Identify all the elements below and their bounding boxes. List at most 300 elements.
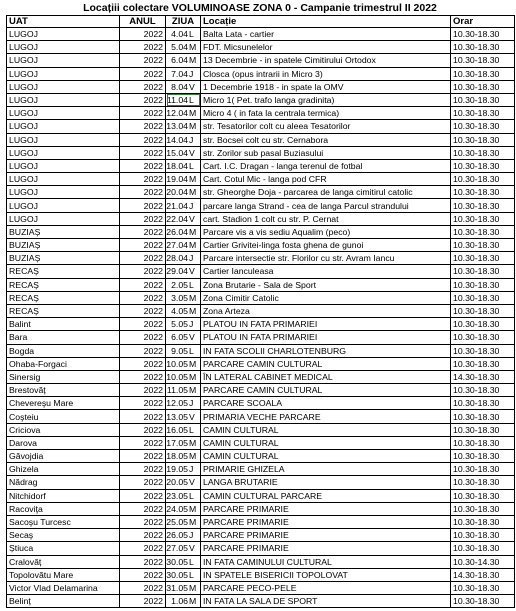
cell-anul[interactable]: 2022 [120,225,166,238]
cell-uat[interactable]: Sinersig [7,370,120,383]
cell-ziua[interactable] [166,107,201,120]
cell-ziua[interactable] [166,225,201,238]
header-uat[interactable]: UAT [7,16,120,28]
cell-orar[interactable]: 10.30-18.30 [451,318,515,331]
cell-ziua[interactable] [166,595,201,608]
cell-ziua[interactable] [166,265,201,278]
cell-locatie[interactable]: Zona Brutarie - Sala de Sport [201,278,451,291]
cell-locatie[interactable]: Micro 4 ( in fata la centrala termica) [201,107,451,120]
cell-ziua-day: V [189,543,195,554]
cell-uat[interactable]: LUGOJ [7,212,120,225]
cell-ziua[interactable] [166,370,201,383]
cell-anul[interactable]: 2022 [120,186,166,199]
cell-ziua-date: 17.05 [166,437,188,448]
cell-ziua-date: 26.04 [166,226,188,237]
cell-ziua-day: J [189,253,194,264]
cell-uat[interactable]: LUGOJ [7,107,120,120]
cell-orar[interactable]: 10.30-18.30 [451,384,515,397]
cell-ziua[interactable] [166,133,201,146]
cell-uat[interactable]: Victor Vlad Delamarina [7,581,120,594]
cell-uat[interactable]: Bara [7,331,120,344]
cell-locatie[interactable]: IN SPATELE BISERICII TOPOLOVAT [201,568,451,581]
cell-uat[interactable]: LUGOJ [7,199,120,212]
cell-ziua-date: 5.04 [171,42,188,53]
cell-anul[interactable]: 2022 [120,318,166,331]
cell-locatie[interactable]: LANGA BRUTARIE [201,476,451,489]
cell-uat[interactable]: Chevereşu Mare [7,397,120,410]
cell-uat[interactable]: Balint [7,318,120,331]
table-row [7,186,515,199]
cell-ziua[interactable] [166,120,201,133]
cell-locatie[interactable]: CAMIN CULTURAL PARCARE [201,489,451,502]
cell-ziua[interactable] [166,410,201,423]
cell-ziua-date: 28.04 [166,253,188,264]
cell-ziua[interactable] [166,502,201,515]
cell-ziua-date: 16.05 [166,424,188,435]
cell-ziua[interactable] [166,344,201,357]
cell-ziua-day: J [189,319,194,330]
cell-uat[interactable]: Nădrag [7,476,120,489]
cell-orar[interactable]: 10.30-18.30 [451,436,515,449]
cell-locatie[interactable]: 13 Decembrie - in spatele Cimitirului Ortodox [201,54,451,67]
cell-anul[interactable]: 2022 [120,357,166,370]
cell-ziua-day: M [189,582,197,593]
cell-ziua[interactable] [166,239,201,252]
cell-ziua-date: 11.04 [166,95,188,106]
cell-orar[interactable]: 10.30-18.30 [451,93,515,106]
cell-anul[interactable]: 2022 [120,67,166,80]
cell-ziua[interactable] [166,397,201,410]
cell-ziua[interactable] [166,41,201,54]
cell-anul[interactable]: 2022 [120,239,166,252]
cell-anul[interactable]: 2022 [120,515,166,528]
cell-orar[interactable]: 10.30-18.30 [451,463,515,476]
cell-anul[interactable]: 2022 [120,173,166,186]
cell-locatie[interactable]: PARCARE PRIMARIE [201,542,451,555]
cell-anul[interactable]: 2022 [120,502,166,515]
cell-orar[interactable]: 10.30-18.30 [451,265,515,278]
table-row [7,93,515,106]
cell-orar[interactable]: 10.30-18.30 [451,159,515,172]
cell-orar[interactable]: 10.30-18.30 [451,291,515,304]
cell-orar[interactable]: 10.30-18.30 [451,502,515,515]
cell-ziua-date: 15.04 [166,147,188,158]
cell-anul[interactable]: 2022 [120,463,166,476]
cell-orar[interactable]: 10.30-18.30 [451,41,515,54]
cell-ziua-day: M [189,371,197,382]
cell-locatie[interactable]: str. Tesatorilor colt cu aleea Tesatorilor [201,120,451,133]
cell-ziua-day: M [189,358,197,369]
cell-orar[interactable]: 10.30-18.30 [451,133,515,146]
cell-anul[interactable]: 2022 [120,28,166,41]
cell-locatie[interactable]: PARCARE PECO-PELE [201,581,451,594]
cell-anul[interactable]: 2022 [120,159,166,172]
cell-anul[interactable]: 2022 [120,80,166,93]
cell-ziua[interactable] [166,384,201,397]
cell-uat[interactable]: LUGOJ [7,146,120,159]
cell-anul[interactable]: 2022 [120,54,166,67]
cell-ziua-date: 23.05 [166,490,188,501]
cell-anul[interactable]: 2022 [120,370,166,383]
cell-ziua[interactable] [166,199,201,212]
table-row [7,515,515,528]
cell-uat[interactable]: Brestovăț [7,384,120,397]
cell-ziua[interactable] [166,476,201,489]
cell-orar[interactable]: 10.30-18.30 [451,581,515,594]
table-row [7,318,515,331]
table-row [7,80,515,93]
cell-orar[interactable]: 10.30-18.30 [451,397,515,410]
cell-locatie[interactable]: Parcare intersectie str. Florilor cu str. Avram Iancu [201,252,451,265]
cell-locatie[interactable]: Micro 1( Pet. trafo langa gradinita) [201,93,451,106]
cell-uat[interactable]: Ohaba-Forgaci [7,357,120,370]
cell-locatie[interactable]: IN FATA LA SALA DE SPORT [201,595,451,608]
table-row [7,344,515,357]
cell-uat[interactable]: RECAȘ [7,265,120,278]
sheet-title: Locațiii colectare VOLUMINOASE ZONA 0 - Campanie trimestrul II 2022 [83,2,437,14]
cell-ziua-day: L [189,490,194,501]
header-anul[interactable]: ANUL [120,16,166,28]
cell-locatie[interactable]: cart. Stadion 1 colt cu str. P. Cernat [201,212,451,225]
cell-locatie[interactable]: Closca (opus intrarii in Micro 3) [201,67,451,80]
cell-locatie[interactable]: str. Gheorghe Doja - parcarea de langa cimitirul catolic [201,186,451,199]
cell-orar[interactable]: 14.30-18.30 [451,568,515,581]
cell-uat[interactable]: BUZIAȘ [7,239,120,252]
cell-orar[interactable]: 10.30-18.30 [451,542,515,555]
cell-uat[interactable]: Topolovătu Mare [7,568,120,581]
cell-uat[interactable]: LUGOJ [7,173,120,186]
cell-orar[interactable]: 10.30-18.30 [451,212,515,225]
cell-anul[interactable]: 2022 [120,436,166,449]
cell-ziua-date: 19.05 [166,464,188,475]
cell-ziua[interactable] [166,318,201,331]
cell-ziua[interactable] [166,423,201,436]
cell-orar[interactable]: 10.30-18.30 [451,199,515,212]
cell-ziua[interactable] [166,357,201,370]
table-row [7,542,515,555]
cell-ziua[interactable] [166,54,201,67]
cell-locatie[interactable]: CAMIN CULTURAL [201,423,451,436]
cell-locatie[interactable]: PARCARE CAMIN CULTURAL [201,384,451,397]
cell-ziua-day: M [189,174,197,185]
cell-uat[interactable]: Darova [7,436,120,449]
cell-locatie[interactable]: Cart. I.C. Dragan - langa terenul de fotbal [201,159,451,172]
cell-ziua-day: L [189,345,194,356]
cell-uat[interactable]: LUGOJ [7,186,120,199]
cell-uat[interactable]: Coşteiu [7,410,120,423]
cell-orar[interactable]: 10.30-18.30 [451,28,515,41]
cell-uat[interactable]: Secaş [7,529,120,542]
cell-anul[interactable]: 2022 [120,344,166,357]
cell-orar[interactable]: 10.30-18.30 [451,278,515,291]
cell-orar[interactable]: 10.30-18.30 [451,529,515,542]
cell-orar[interactable]: 10.30-18.30 [451,173,515,186]
cell-ziua-date: 20.05 [166,477,188,488]
cell-ziua-day: J [189,134,194,145]
cell-ziua[interactable] [166,450,201,463]
cell-ziua-date: 1.06 [171,596,188,607]
cell-locatie[interactable]: str. Zorilor sub pasal Buziasului [201,146,451,159]
cell-locatie[interactable]: PARCARE CAMIN CULTURAL [201,357,451,370]
header-row [7,16,515,28]
cell-ziua[interactable] [166,463,201,476]
table-row [7,278,515,291]
cell-ziua-day: J [189,464,194,475]
cell-orar[interactable]: 10.30-18.30 [451,146,515,159]
table-row [7,252,515,265]
cell-locatie[interactable]: PARCARE SCOALA [201,397,451,410]
table-row [7,568,515,581]
cell-ziua-date: 18.05 [166,451,188,462]
cell-ziua[interactable] [166,80,201,93]
cell-ziua[interactable] [166,67,201,80]
cell-locatie[interactable]: CAMIN CULTURAL [201,436,451,449]
cell-locatie[interactable]: Cartier Grivitei-linga fosta ghena de gunoi [201,239,451,252]
cell-anul[interactable]: 2022 [120,595,166,608]
cell-ziua[interactable] [166,28,201,41]
cell-orar[interactable]: 14.30-18.30 [451,370,515,383]
cell-orar[interactable]: 10.30-18.30 [451,515,515,528]
cell-ziua-date: 3.05 [171,292,188,303]
cell-orar[interactable]: 10.30-18.30 [451,107,515,120]
cell-orar[interactable]: 10.30-14.30 [451,555,515,568]
header-orar[interactable]: Orar [451,16,515,28]
cell-uat[interactable]: Bogda [7,344,120,357]
cell-ziua-day: J [189,398,194,409]
cell-anul[interactable]: 2022 [120,120,166,133]
cell-anul[interactable]: 2022 [120,476,166,489]
cell-anul[interactable]: 2022 [120,199,166,212]
schedule-table [6,15,515,608]
cell-locatie[interactable]: Balta Lata - cartier [201,28,451,41]
cell-anul[interactable]: 2022 [120,252,166,265]
cell-ziua[interactable] [166,568,201,581]
cell-uat[interactable]: Belinț [7,595,120,608]
table-row [7,370,515,383]
cell-ziua[interactable] [166,186,201,199]
cell-anul[interactable]: 2022 [120,93,166,106]
cell-orar[interactable]: 10.30-18.30 [451,239,515,252]
cell-locatie[interactable]: 1 Decembrie 1918 - in spate la OMV [201,80,451,93]
cell-anul[interactable]: 2022 [120,41,166,54]
cell-orar[interactable]: 10.30-18.30 [451,357,515,370]
cell-ziua[interactable] [166,252,201,265]
cell-ziua-day: M [189,108,197,119]
cell-ziua-date: 10.05 [166,371,188,382]
cell-ziua-date: 22.04 [166,213,188,224]
cell-uat[interactable]: BUZIAȘ [7,252,120,265]
cell-ziua[interactable] [166,529,201,542]
cell-locatie[interactable]: IN FATA CAMINULUI CULTURAL [201,555,451,568]
table-row [7,476,515,489]
cell-uat[interactable]: LUGOJ [7,41,120,54]
cell-uat[interactable]: Găvojdia [7,450,120,463]
cell-anul[interactable]: 2022 [120,304,166,317]
cell-ziua[interactable] [166,331,201,344]
cell-locatie[interactable]: Zona Cimitir Catolic [201,291,451,304]
cell-anul[interactable]: 2022 [120,331,166,344]
cell-anul[interactable]: 2022 [120,146,166,159]
cell-ziua[interactable] [166,146,201,159]
cell-orar[interactable]: 10.30-18.30 [451,344,515,357]
table-row [7,397,515,410]
cell-locatie[interactable]: str. Bocsei colt cu str. Cernabora [201,133,451,146]
cell-uat[interactable]: RECAȘ [7,304,120,317]
cell-anul[interactable]: 2022 [120,133,166,146]
cell-ziua-date: 21.04 [166,200,188,211]
cell-locatie[interactable]: parcare langa Strand - cea de langa Parcul strandului [201,199,451,212]
cell-orar[interactable]: 10.30-18.30 [451,225,515,238]
cell-uat[interactable]: Sacoşu Turcesc [7,515,120,528]
table-row [7,555,515,568]
cell-ziua[interactable] [166,304,201,317]
cell-orar[interactable]: 10.30-18.30 [451,120,515,133]
cell-uat[interactable]: LUGOJ [7,120,120,133]
cell-uat[interactable]: LUGOJ [7,28,120,41]
cell-locatie[interactable]: PLATOU IN FATA PRIMARIEI [201,318,451,331]
cell-ziua-date: 14.04 [166,134,188,145]
cell-orar[interactable]: 10.30-18.30 [451,423,515,436]
cell-anul[interactable]: 2022 [120,450,166,463]
cell-orar[interactable]: 10.30-18.30 [451,80,515,93]
cell-orar[interactable]: 10.30-18.30 [451,595,515,608]
cell-ziua-day: L [189,556,194,567]
cell-ziua-day: M [189,121,197,132]
cell-uat[interactable]: LUGOJ [7,54,120,67]
cell-orar[interactable]: 10.30-18.30 [451,489,515,502]
cell-uat[interactable]: LUGOJ [7,67,120,80]
cell-locatie[interactable]: PARCARE PRIMARIE [201,529,451,542]
cell-orar[interactable]: 10.30-18.30 [451,450,515,463]
cell-ziua[interactable] [166,93,201,106]
cell-orar[interactable]: 10.30-18.30 [451,476,515,489]
cell-ziua-date: 10.05 [166,358,188,369]
cell-ziua-day: M [189,385,197,396]
table-row [7,159,515,172]
cell-ziua-day: M [189,42,197,53]
cell-ziua[interactable] [166,489,201,502]
cell-locatie[interactable]: PARCARE PRIMARIE [201,502,451,515]
cell-uat[interactable]: LUGOJ [7,93,120,106]
cell-ziua-day: V [189,266,195,277]
cell-anul[interactable]: 2022 [120,265,166,278]
cell-anul[interactable]: 2022 [120,107,166,120]
cell-ziua[interactable] [166,581,201,594]
table-row [7,291,515,304]
cell-anul[interactable]: 2022 [120,529,166,542]
cell-anul[interactable]: 2022 [120,542,166,555]
cell-ziua-day: L [189,160,194,171]
cell-uat[interactable]: BUZIAȘ [7,225,120,238]
cell-uat[interactable]: Ghizela [7,463,120,476]
cell-locatie[interactable]: PRIMARIA VECHE PARCARE [201,410,451,423]
cell-anul[interactable]: 2022 [120,581,166,594]
cell-ziua-day: M [189,292,197,303]
cell-anul[interactable]: 2022 [120,555,166,568]
cell-ziua[interactable] [166,159,201,172]
cell-anul[interactable]: 2022 [120,291,166,304]
table-row [7,304,515,317]
cell-uat[interactable]: LUGOJ [7,133,120,146]
table-row [7,331,515,344]
cell-anul[interactable]: 2022 [120,397,166,410]
table-row [7,436,515,449]
cell-ziua[interactable] [166,173,201,186]
cell-anul[interactable]: 2022 [120,489,166,502]
cell-ziua-day: L [189,424,194,435]
cell-ziua[interactable] [166,212,201,225]
cell-orar[interactable]: 10.30-18.30 [451,410,515,423]
cell-uat[interactable]: Știuca [7,542,120,555]
header-ziua[interactable]: ZIUA [166,16,201,28]
cell-uat[interactable]: LUGOJ [7,80,120,93]
cell-anul[interactable]: 2022 [120,384,166,397]
cell-ziua-date: 13.04 [166,121,188,132]
cell-locatie[interactable]: FDT. Micsunelelor [201,41,451,54]
cell-uat[interactable]: RECAȘ [7,291,120,304]
cell-locatie[interactable]: Cartier Ianculeasa [201,265,451,278]
cell-ziua[interactable] [166,515,201,528]
cell-uat[interactable]: LUGOJ [7,159,120,172]
cell-uat[interactable]: RECAȘ [7,278,120,291]
cell-ziua-day: V [189,147,195,158]
cell-orar[interactable]: 10.30-18.30 [451,54,515,67]
cell-ziua[interactable] [166,291,201,304]
cell-locatie[interactable]: IN FATA SCOLII CHARLOTENBURG [201,344,451,357]
table-row [7,489,515,502]
cell-uat[interactable]: Cralovăț [7,555,120,568]
cell-locatie[interactable]: PRIMARIE GHIZELA [201,463,451,476]
table-row [7,450,515,463]
cell-ziua-date: 7.04 [171,68,188,79]
cell-locatie[interactable]: PLATOU IN FATA PRIMARIEI [201,331,451,344]
cell-ziua-day: J [189,200,194,211]
cell-anul[interactable]: 2022 [120,423,166,436]
cell-ziua[interactable] [166,555,201,568]
cell-ziua-date: 5.05 [171,319,188,330]
header-locatie[interactable]: Locație [201,16,451,28]
cell-uat[interactable]: Criciova [7,423,120,436]
cell-locatie[interactable]: CAMIN CULTURAL [201,450,451,463]
cell-uat[interactable]: Nitchidorf [7,489,120,502]
cell-ziua-day: M [189,55,197,66]
cell-orar[interactable]: 10.30-18.30 [451,67,515,80]
cell-ziua[interactable] [166,436,201,449]
cell-anul[interactable]: 2022 [120,568,166,581]
cell-ziua-day: V [189,213,195,224]
cell-ziua[interactable] [166,278,201,291]
cell-orar[interactable]: 10.30-18.30 [451,252,515,265]
cell-ziua[interactable] [166,542,201,555]
cell-ziua-day: V [189,411,195,422]
table-row [7,41,515,54]
cell-uat[interactable]: Racoviţa [7,502,120,515]
cell-anul[interactable]: 2022 [120,278,166,291]
cell-locatie[interactable]: Zona Arteza [201,304,451,317]
cell-ziua-date: 13.05 [166,411,188,422]
cell-locatie[interactable]: PARCARE PRIMARIE [201,515,451,528]
cell-anul[interactable]: 2022 [120,410,166,423]
cell-locatie[interactable]: Cart. Cotul Mic - langa pod CFR [201,173,451,186]
cell-orar[interactable]: 10.30-18.30 [451,186,515,199]
cell-orar[interactable]: 10.30-18.30 [451,331,515,344]
cell-locatie[interactable]: Parcare vis a vis sediu Aqualim (peco) [201,225,451,238]
cell-anul[interactable]: 2022 [120,212,166,225]
cell-ziua-date: 18.04 [166,160,188,171]
table-row [7,384,515,397]
cell-orar[interactable]: 10.30-18.30 [451,304,515,317]
cell-locatie[interactable]: ÎN LATERAL CABINET MEDICAL [201,370,451,383]
